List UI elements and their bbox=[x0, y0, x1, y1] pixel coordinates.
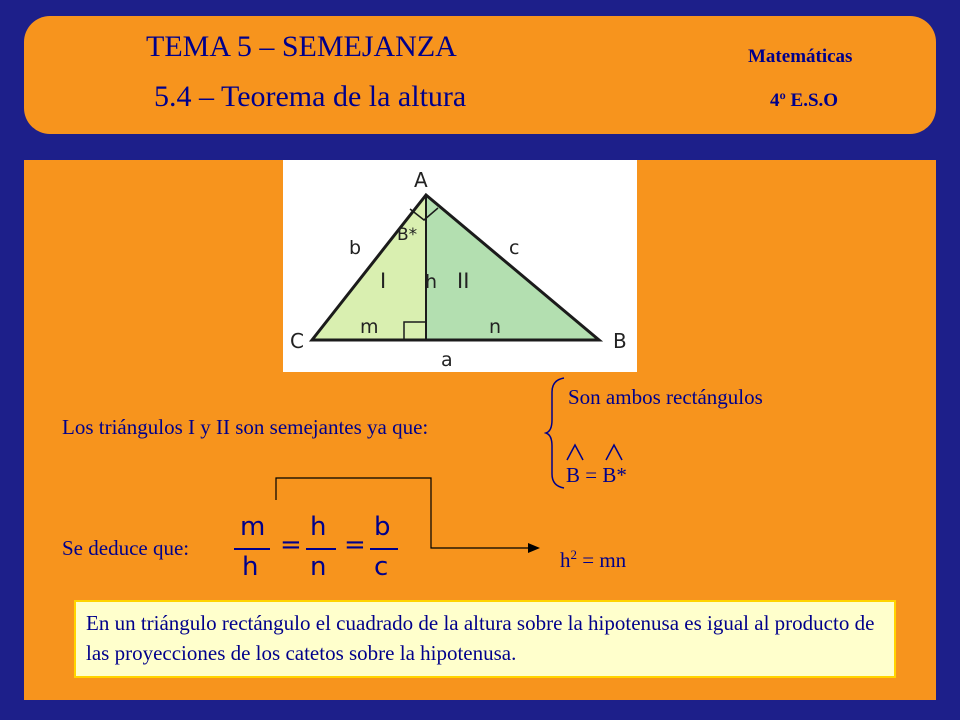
vertex-b-label: B bbox=[613, 329, 627, 353]
segment-m-label: m bbox=[360, 316, 379, 338]
slide-title-section: 5.4 – Teorema de la altura bbox=[154, 80, 467, 113]
segment-n-label: n bbox=[489, 316, 502, 338]
region-II-label: II bbox=[457, 269, 470, 293]
conclusion-box bbox=[74, 600, 896, 678]
result-rest: = mn bbox=[577, 548, 627, 572]
angle-bstar-label: B* bbox=[397, 225, 418, 245]
fraction-1-numerator: m bbox=[240, 512, 266, 542]
fraction-3-denominator: c bbox=[374, 552, 389, 582]
side-c-label: c bbox=[509, 237, 520, 259]
deduce-label: Se deduce que: bbox=[62, 536, 190, 560]
triangle-diagram bbox=[283, 160, 637, 372]
fraction-2-denominator: n bbox=[310, 552, 327, 582]
fraction-2-numerator: h bbox=[310, 512, 327, 542]
side-b-label: b bbox=[349, 237, 362, 259]
region-I-label: I bbox=[380, 269, 387, 293]
fraction-1-bar bbox=[234, 548, 270, 550]
fraction-1-denominator: h bbox=[242, 552, 259, 582]
vertex-c-label: C bbox=[290, 329, 304, 353]
result-h: h bbox=[560, 548, 571, 572]
subject-label: Matemáticas bbox=[748, 46, 853, 67]
reason-right-triangles: Son ambos rectángulos bbox=[568, 385, 763, 409]
result-exponent: 2 bbox=[570, 547, 577, 562]
angle-hat-marks bbox=[566, 440, 626, 462]
deduction-arrow bbox=[268, 470, 548, 560]
triangle-figure bbox=[283, 160, 637, 372]
side-a-label: a bbox=[441, 349, 453, 371]
conclusion-text: En un triángulo rectángulo el cuadrado de la altura sobre la hipotenusa es igual al producto de las proyecciones de los catetos sobre la hipotenusa. bbox=[86, 611, 875, 665]
result-formula bbox=[560, 547, 626, 573]
equals-sign-1: = bbox=[280, 530, 302, 560]
fraction-3-numerator: b bbox=[374, 512, 391, 542]
slide-title-topic: TEMA 5 – SEMEJANZA bbox=[146, 30, 457, 63]
similarity-statement: Los triángulos I y II son semejantes ya que: bbox=[62, 415, 429, 439]
vertex-a-label: A bbox=[414, 168, 428, 192]
reason-equal-angles: B = B* bbox=[566, 463, 627, 487]
equals-sign-2: = bbox=[344, 530, 366, 560]
height-label: h bbox=[425, 271, 438, 293]
grade-label: 4º E.S.O bbox=[770, 90, 839, 111]
